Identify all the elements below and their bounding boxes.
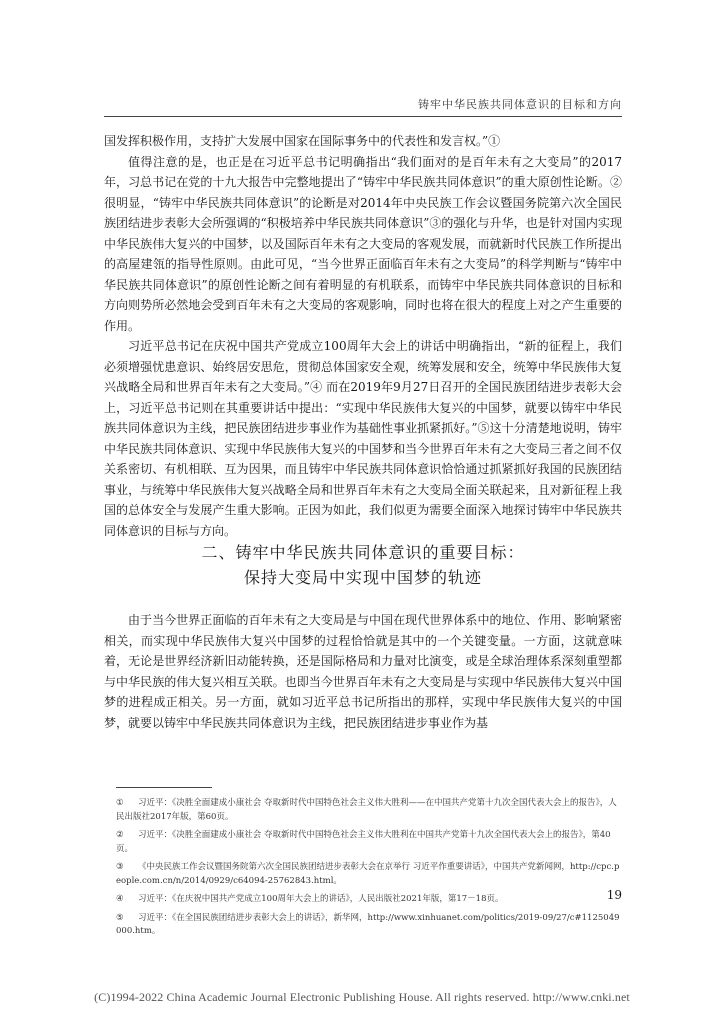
copyright-notice: (C)1994-2022 China Academic Journal Electronic Publishing House. All rights reserved. http://www.cnki.net (94, 990, 630, 1004)
section-heading-line2: 保持大变局中实现中国梦的轨迹 (243, 568, 482, 587)
footnote-text: 习近平：《在庆祝中国共产党成立100周年大会上的讲话》，人民出版社2021年版，第17－18页。 (138, 894, 504, 904)
paragraph: 国发挥积极作用，支持扩大发展中国家在国际事务中的代表性和发言权。”① (104, 134, 501, 148)
paragraph: 由于当今世界正面临的百年未有之大变局是与中国在现代世界体系中的地位、作用、影响紧密相关，而实现中华民族伟大复兴中国梦的过程恰恰就是其中的一个关键变量。一方面，这就意味着，无论是世界经济新旧动能转换，还是国际格局和力量对比演变，或是全球治理体系深刻重塑都与中华民族的伟大复兴相互关联。也即当今世界百年未有之大变局是与实现中华民族伟大复兴中国梦的进程成正相关。另一方面，就如习近平总书记所指出的那样，实现中华民族伟大复兴的中国梦，就要以铸牢中华民族共同体意识为主线，把民族团结进步事业作为基 (104, 613, 622, 730)
footnote (116, 861, 622, 888)
body-text-top (104, 131, 622, 541)
footnote-mark: ② (116, 830, 124, 840)
paragraph: 值得注意的是，也正是在习近平总书记明确指出“我们面对的是百年未有之大变局”的2017年，习总书记在党的十九大报告中完整地提出了“铸牢中华民族共同体意识”的重大原创性论断。② 很明显，“铸牢中华民族共同体意识”的论断是对2014年中央民族工作会议暨国务院第六次全国民族团结进步表彰大会所强调的“积极培养中华民族共同体意识”③的强化与升华，也是针对国内实现中华民族伟大复兴的中国梦，以及国际百年未有之大变局的客观发展，而就新时代民族工作所提出的高屋建瓴的指导性原则。由此可见，“当今世界正面临百年未有之大变局”的科学判断与“铸牢中华民族共同体意识”的原创性论断之间有着明显的有机联系，而铸牢中华民族共同体意识的目标和方向则势所必然地会受到百年未有之大变局的客观影响，同时也将在很大的程度上对之产生重要的作用。 (104, 154, 622, 333)
footnote-mark: ④ (116, 894, 124, 904)
footnote (116, 893, 622, 907)
page-number: 19 (606, 888, 622, 902)
footnote-rule (116, 787, 212, 788)
body-text-bottom (104, 610, 622, 734)
section-heading (104, 540, 622, 590)
footnote (116, 829, 622, 856)
header-rule (104, 116, 622, 117)
footnote (116, 912, 622, 939)
paragraph: 习近平总书记在庆祝中国共产党成立100周年大会上的讲话中明确指出，“新的征程上，我们必须增强忧患意识、始终居安思危，贯彻总体国家安全观，统筹发展和安全，统筹中华民族伟大复兴战略全局和世界百年未有之大变局。”④ 而在2019年9月27日召开的全国民族团结进步表彰大会上，习近平总书记则在其重要讲话中提出：“实现中华民族伟大复兴的中国梦，就要以铸牢中华民族共同体意识为主线，把民族团结进步事业作为基础性事业抓紧抓好。”⑤这十分清楚地说明，铸牢中华民族共同体意识、实现中华民族伟大复兴的中国梦和当今世界百年未有之大变局三者之间不仅关系密切、有机相联、互为因果，而且铸牢中华民族共同体意识恰恰通过抓紧抓好我国的民族团结事业，与统筹中华民族伟大复兴战略全局和世界百年未有之大变局全面关联起来，且对新征程上我国的总体安全与发展产生重大影响。正因为如此，我们似更为需要全面深入地探讨铸牢中华民族共同体意识的目标与方向。 (104, 339, 622, 538)
footnote-text: 《中央民族工作会议暨国务院第六次全国民族团结进步表彰大会在京举行 习近平作重要讲话》，中国共产党新闻网，http://cpc.people.com.cn/n/2014/0929/c64094-25762843.html。 (116, 862, 620, 886)
running-header: 铸牢中华民族共同体意识的目标和方向 (418, 98, 622, 111)
footnote-mark: ⑤ (116, 912, 124, 923)
footnotes (116, 797, 622, 944)
footnote (116, 797, 622, 824)
footnote-text: 习近平：《决胜全面建成小康社会 夺取新时代中国特色社会主义伟大胜利在中国共产党第十九次全国代表大会上的报告》，第40页。 (116, 830, 611, 854)
footnote-text: 习近平：《在全国民族团结进步表彰大会上的讲话》，新华网，http://www.xinhuanet.com/politics/2019-09/27/c#1125049000.htm。 (116, 912, 620, 936)
footnote-text: 习近平：《决胜全面建成小康社会 夺取新时代中国特色社会主义伟大胜利——在中国共产党第十九次全国代表大会上的报告》，人民出版社2017年版，第60页。 (116, 798, 617, 822)
footnote-mark: ① (116, 798, 124, 808)
section-heading-line1: 二、铸牢中华民族共同体意识的重要目标： (201, 543, 525, 562)
footnote-mark: ③ (116, 862, 124, 872)
